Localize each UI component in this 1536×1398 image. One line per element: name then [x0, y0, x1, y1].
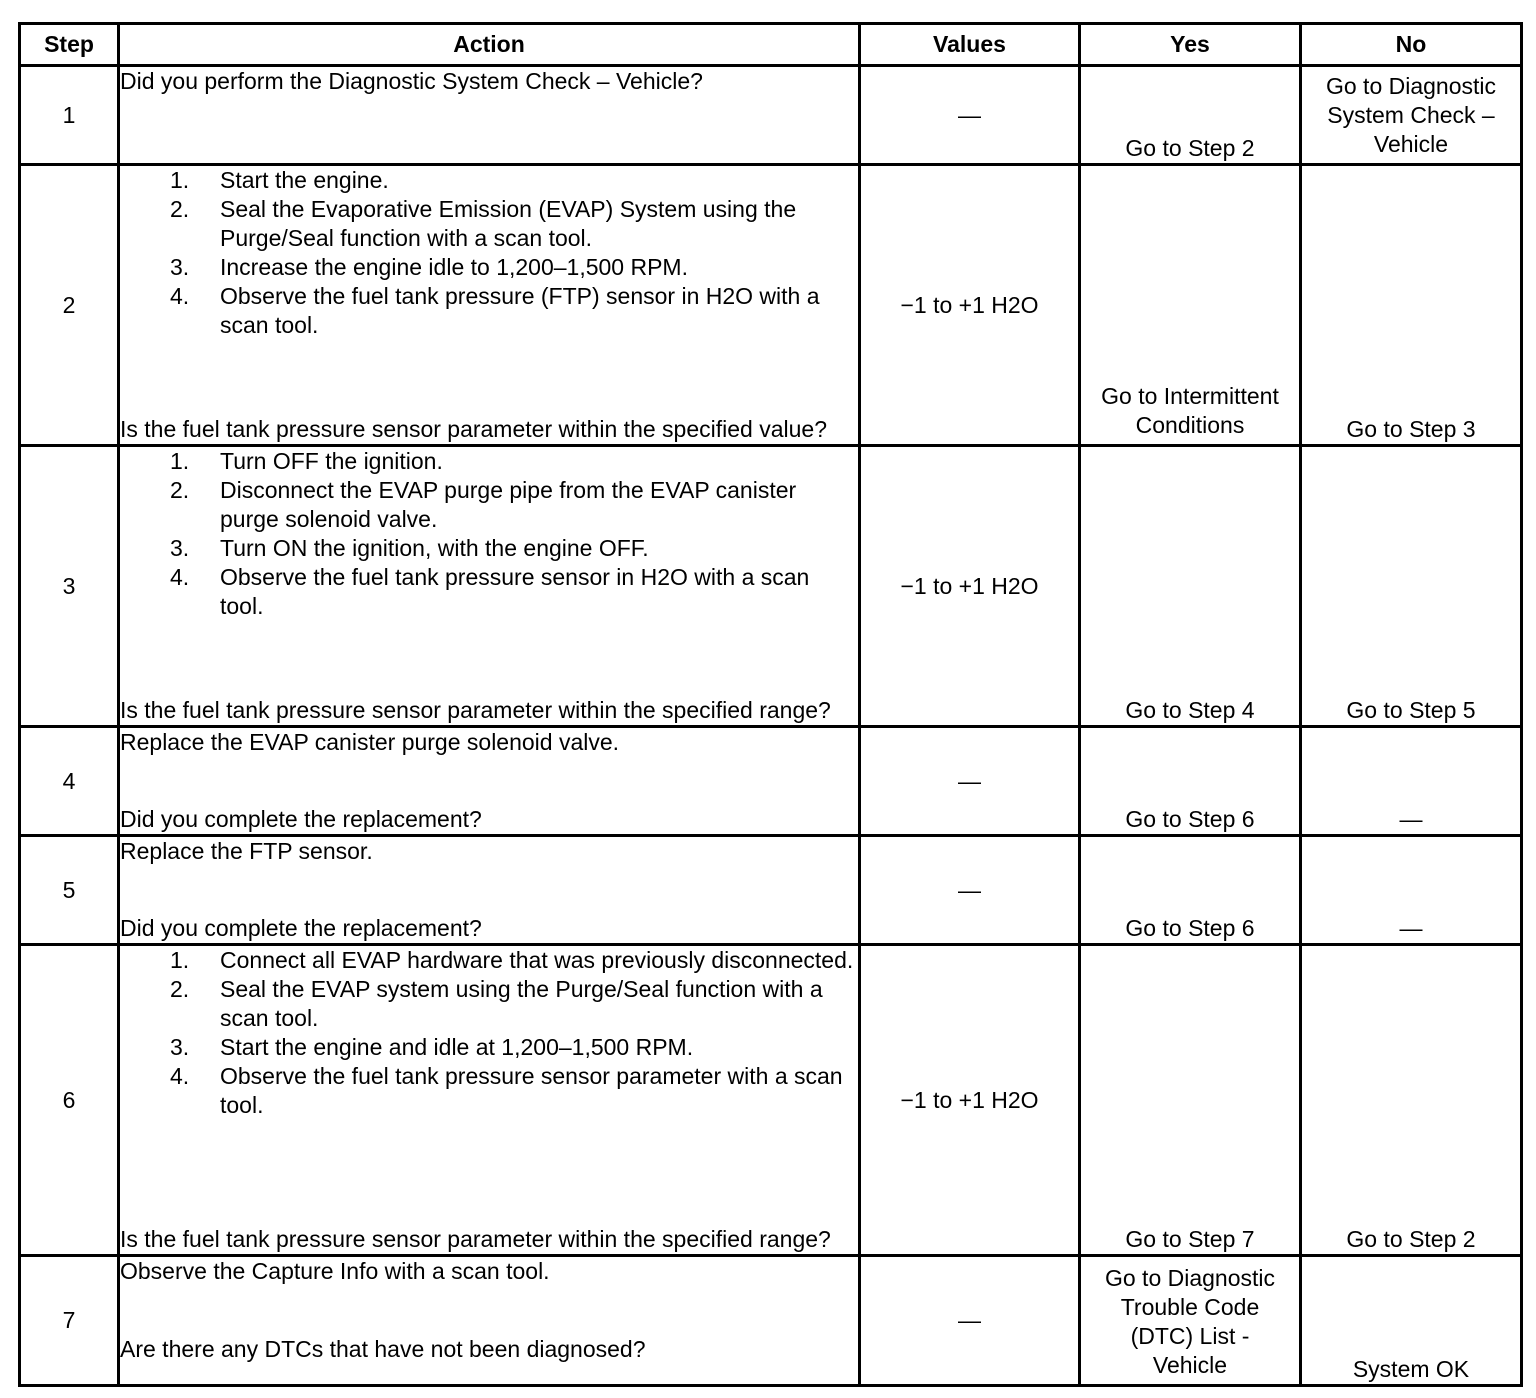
no-cell: Go to Diagnostic System Check – Vehicle [1301, 66, 1522, 165]
action-intro: Observe the Capture Info with a scan tool. [120, 1258, 550, 1284]
action-intro: Did you perform the Diagnostic System Check – Vehicle? [120, 68, 703, 94]
table-row [20, 727, 1522, 836]
action-cell [119, 945, 860, 1256]
action-question: Is the fuel tank pressure sensor parameter within the specified range? [120, 1226, 831, 1252]
action-cell [119, 165, 860, 446]
no-cell: — [1301, 836, 1522, 945]
value-cell: — [860, 1256, 1080, 1386]
value-cell: −1 to +1 H2O [860, 165, 1080, 446]
action-question: Did you complete the replacement? [120, 806, 482, 832]
value-cell: — [860, 66, 1080, 165]
value-cell: — [860, 836, 1080, 945]
header-values: Values [860, 24, 1080, 66]
action-step: 4. Observe the fuel tank pressure sensor parameter with a scan tool. [170, 1063, 843, 1118]
header-action: Action [119, 24, 860, 66]
value-cell: −1 to +1 H2O [860, 446, 1080, 727]
action-intro: Replace the FTP sensor. [120, 838, 373, 864]
yes-cell: Go to Step 4 [1080, 446, 1301, 727]
step-number: 3 [20, 446, 119, 727]
no-cell: Go to Step 2 [1301, 945, 1522, 1256]
diagnostic-table [18, 22, 1523, 1387]
action-step: 2. Seal the EVAP system using the Purge/Seal function with a scan tool. [170, 976, 823, 1031]
table-row [20, 165, 1522, 446]
yes-cell: Go to Diagnostic Trouble Code (DTC) List - Vehicle [1080, 1256, 1301, 1386]
header-yes: Yes [1080, 24, 1301, 66]
action-step: 2. Seal the Evaporative Emission (EVAP) System using the Purge/Seal function with a scan tool. [170, 196, 797, 251]
action-step: 2. Disconnect the EVAP purge pipe from the EVAP canister purge solenoid valve. [170, 477, 797, 532]
value-cell: −1 to +1 H2O [860, 945, 1080, 1256]
header-row [20, 24, 1522, 66]
action-cell [119, 727, 860, 836]
yes-cell: Go to Intermittent Conditions [1080, 165, 1301, 446]
action-step: 3. Increase the engine idle to 1,200–1,500 RPM. [170, 254, 688, 280]
step-number: 7 [20, 1256, 119, 1386]
header-no: No [1301, 24, 1522, 66]
yes-cell: Go to Step 6 [1080, 836, 1301, 945]
step-number: 6 [20, 945, 119, 1256]
table-row [20, 446, 1522, 727]
value-cell: — [860, 727, 1080, 836]
action-step: 1. Start the engine. [170, 167, 389, 193]
action-steps [120, 166, 858, 340]
action-steps [120, 946, 858, 1120]
action-question: Did you complete the replacement? [120, 915, 482, 941]
table-row [20, 945, 1522, 1256]
table-row [20, 1256, 1522, 1386]
step-number: 1 [20, 66, 119, 165]
action-question: Is the fuel tank pressure sensor parameter within the specified value? [120, 416, 827, 442]
action-steps [120, 447, 858, 621]
action-step: 3. Start the engine and idle at 1,200–1,500 RPM. [170, 1034, 694, 1060]
action-cell [119, 1256, 860, 1386]
action-step: 3. Turn ON the ignition, with the engine OFF. [170, 535, 649, 561]
no-cell: System OK [1301, 1256, 1522, 1386]
header-step: Step [20, 24, 119, 66]
action-cell [119, 836, 860, 945]
table-row [20, 66, 1522, 165]
action-step: 1. Connect all EVAP hardware that was previously disconnected. [170, 947, 854, 973]
step-number: 2 [20, 165, 119, 446]
yes-cell: Go to Step 7 [1080, 945, 1301, 1256]
step-number: 4 [20, 727, 119, 836]
action-cell [119, 66, 860, 165]
action-step: 1. Turn OFF the ignition. [170, 448, 443, 474]
table-row [20, 836, 1522, 945]
yes-cell: Go to Step 6 [1080, 727, 1301, 836]
no-cell: Go to Step 3 [1301, 165, 1522, 446]
yes-cell: Go to Step 2 [1080, 66, 1301, 165]
action-intro: Replace the EVAP canister purge solenoid valve. [120, 729, 620, 755]
step-number: 5 [20, 836, 119, 945]
action-question: Are there any DTCs that have not been diagnosed? [120, 1336, 646, 1362]
action-cell [119, 446, 860, 727]
no-cell: — [1301, 727, 1522, 836]
action-step: 4. Observe the fuel tank pressure (FTP) sensor in H2O with a scan tool. [170, 283, 820, 338]
no-cell: Go to Step 5 [1301, 446, 1522, 727]
action-step: 4. Observe the fuel tank pressure sensor in H2O with a scan tool. [170, 564, 810, 619]
action-question: Is the fuel tank pressure sensor parameter within the specified range? [120, 697, 831, 723]
